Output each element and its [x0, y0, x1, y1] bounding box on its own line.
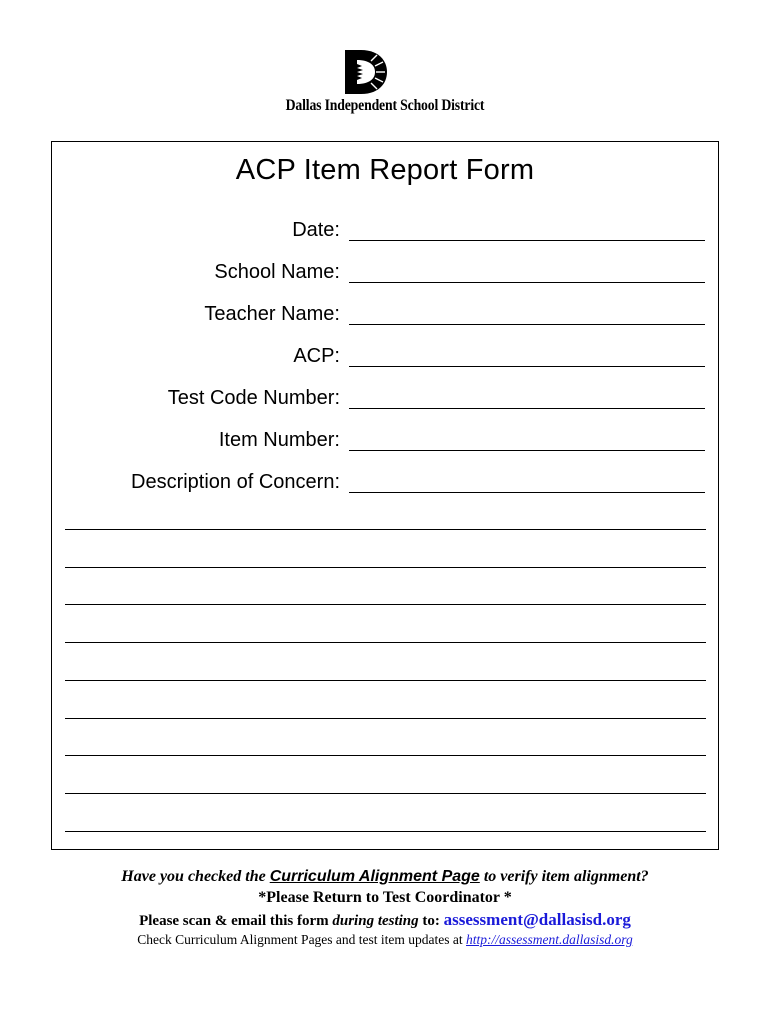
question-post: to verify item alignment?	[479, 868, 649, 885]
test-code-label: Test Code Number:	[167, 387, 340, 409]
scan-mid: to:	[418, 913, 444, 929]
acp-line[interactable]	[349, 366, 705, 367]
alignment-question	[0, 868, 770, 886]
concern-line[interactable]	[65, 604, 706, 605]
date-field[interactable]	[52, 214, 718, 244]
concern-line[interactable]	[65, 793, 706, 794]
dallas-isd-logo-icon	[341, 47, 389, 95]
teacher-name-label: Teacher Name:	[204, 303, 340, 325]
item-number-field[interactable]	[52, 424, 718, 454]
concern-line[interactable]	[65, 567, 706, 568]
concern-line[interactable]	[65, 529, 706, 530]
question-pre: Have you checked the	[121, 868, 270, 885]
test-code-field[interactable]	[52, 382, 718, 412]
concern-line[interactable]	[65, 642, 706, 643]
item-number-label: Item Number:	[218, 429, 340, 451]
form-title: ACP Item Report Form	[235, 154, 535, 186]
test-code-line[interactable]	[349, 408, 705, 409]
report-form	[51, 141, 719, 850]
scan-pre: Please scan & email this form	[139, 913, 333, 929]
check-pre: Check Curriculum Alignment Pages and test item updates at	[137, 932, 467, 947]
concern-line[interactable]	[65, 755, 706, 756]
description-field[interactable]	[52, 466, 718, 496]
acp-field[interactable]	[52, 340, 718, 370]
curriculum-alignment-link[interactable]: Curriculum Alignment Page	[269, 868, 480, 885]
date-line[interactable]	[349, 240, 705, 241]
school-name-line[interactable]	[349, 282, 705, 283]
scan-instructions	[0, 910, 770, 930]
scan-emphasis: during testing	[332, 913, 419, 929]
district-name: Dallas Independent School District	[285, 97, 485, 114]
description-line[interactable]	[349, 492, 705, 493]
acp-label: ACP:	[293, 345, 340, 367]
school-name-label: School Name:	[214, 261, 340, 283]
item-number-line[interactable]	[349, 450, 705, 451]
teacher-name-field[interactable]	[52, 298, 718, 328]
description-label: Description of Concern:	[131, 471, 340, 493]
email-link[interactable]: assessment@dallasisd.org	[443, 910, 631, 929]
date-label: Date:	[292, 219, 340, 241]
assessment-url-link[interactable]: http://assessment.dallasisd.org	[466, 932, 633, 947]
return-note: *Please Return to Test Coordinator *	[258, 889, 512, 906]
check-updates	[0, 932, 770, 948]
concern-line[interactable]	[65, 831, 706, 832]
school-name-field[interactable]	[52, 256, 718, 286]
concern-line[interactable]	[65, 718, 706, 719]
teacher-name-line[interactable]	[349, 324, 705, 325]
concern-line[interactable]	[65, 680, 706, 681]
